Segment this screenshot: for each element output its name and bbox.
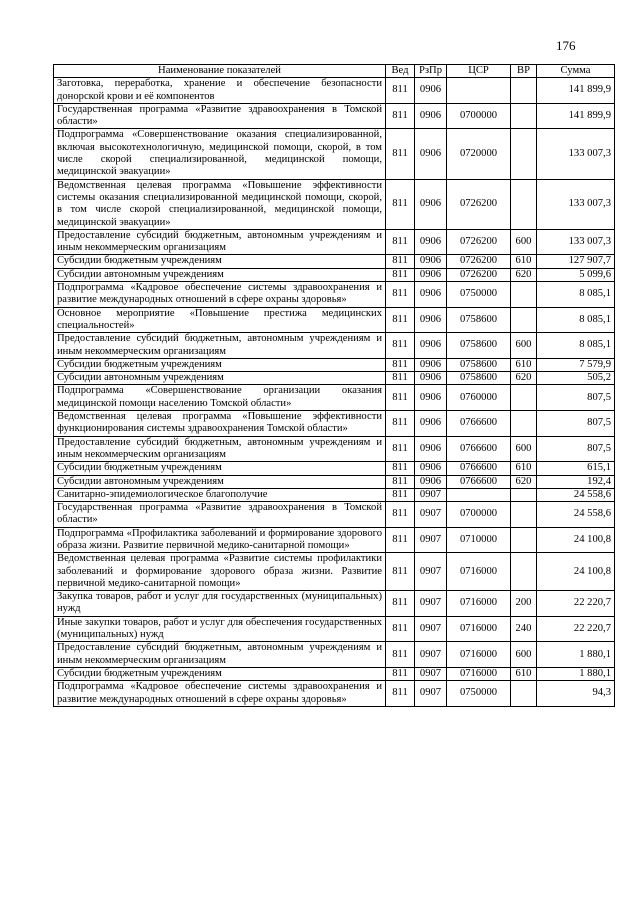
cell-vr: 620 [511,475,537,488]
cell-vr [511,385,537,411]
cell-name: Ведомственная целевая программа «Повышение эффективности функционирования системы здравоохранения Томской области» [54,411,386,437]
table-row [54,179,615,229]
cell-vr [511,553,537,591]
header-name: Наименование показателей [54,65,386,78]
cell-vr [511,527,537,553]
cell-vr: 600 [511,642,537,668]
cell-sum: 807,5 [537,385,615,411]
cell-sum: 133 007,3 [537,179,615,229]
table-row [54,268,615,281]
cell-csr: 0758600 [447,358,511,371]
table-row [54,385,615,411]
cell-sum: 22 220,7 [537,616,615,642]
table-row [54,333,615,359]
cell-csr: 0726200 [447,255,511,268]
cell-vr: 600 [511,333,537,359]
cell-sum: 8 085,1 [537,282,615,308]
cell-vr: 610 [511,358,537,371]
table-row [54,502,615,528]
cell-csr: 0710000 [447,527,511,553]
cell-sum: 807,5 [537,411,615,437]
cell-ved: 811 [386,103,415,129]
table-row [54,282,615,308]
cell-ved: 811 [386,358,415,371]
cell-rzpr: 0907 [415,667,447,680]
cell-rzpr: 0906 [415,229,447,255]
cell-sum: 192,4 [537,475,615,488]
cell-rzpr: 0906 [415,255,447,268]
cell-csr: 0766600 [447,475,511,488]
cell-ved: 811 [386,411,415,437]
table-row [54,358,615,371]
cell-ved: 811 [386,527,415,553]
header-csr: ЦСР [447,65,511,78]
cell-csr: 0766600 [447,436,511,462]
cell-sum: 127 907,7 [537,255,615,268]
cell-csr: 0758600 [447,333,511,359]
cell-ved: 811 [386,179,415,229]
cell-rzpr: 0906 [415,372,447,385]
cell-vr: 240 [511,616,537,642]
cell-vr [511,488,537,501]
cell-csr: 0720000 [447,129,511,179]
table-row [54,553,615,591]
cell-name: Подпрограмма «Кадровое обеспечение системы здравоохранения и развитие международных отношений в сфере охраны здоровья» [54,282,386,308]
cell-vr: 610 [511,667,537,680]
cell-name: Подпрограмма «Профилактика заболеваний и формирование здорового образа жизни. Развитие первичной медико-санитарной помощи» [54,527,386,553]
cell-ved: 811 [386,372,415,385]
cell-ved: 811 [386,268,415,281]
cell-ved: 811 [386,488,415,501]
cell-name: Субсидии бюджетным учреждениям [54,255,386,268]
cell-sum: 22 220,7 [537,591,615,617]
cell-sum: 133 007,3 [537,129,615,179]
cell-csr: 0758600 [447,372,511,385]
cell-rzpr: 0906 [415,333,447,359]
cell-name: Заготовка, переработка, хранение и обеспечение безопасности донорской крови и её компонентов [54,78,386,104]
cell-ved: 811 [386,129,415,179]
cell-rzpr: 0907 [415,642,447,668]
cell-csr: 0726200 [447,229,511,255]
cell-vr: 610 [511,462,537,475]
cell-rzpr: 0906 [415,475,447,488]
cell-csr: 0766600 [447,462,511,475]
cell-ved: 811 [386,616,415,642]
cell-sum: 94,3 [537,681,615,707]
cell-name: Санитарно-эпидемиологическое благополучие [54,488,386,501]
cell-name: Подпрограмма «Кадровое обеспечение системы здравоохранения и развитие международных отношений в сфере охраны здоровья» [54,681,386,707]
header-sum: Сумма [537,65,615,78]
cell-name: Основное мероприятие «Повышение престижа медицинских специальностей» [54,307,386,333]
header-ved: Вед [386,65,415,78]
cell-ved: 811 [386,462,415,475]
cell-rzpr: 0906 [415,436,447,462]
cell-sum: 24 100,8 [537,527,615,553]
cell-csr: 0750000 [447,282,511,308]
cell-vr [511,681,537,707]
cell-vr [511,307,537,333]
cell-sum: 8 085,1 [537,307,615,333]
cell-ved: 811 [386,591,415,617]
cell-sum: 24 558,6 [537,488,615,501]
cell-name: Субсидии автономным учреждениям [54,475,386,488]
cell-name: Иные закупки товаров, работ и услуг для обеспечения государственных (муниципальных) нужд [54,616,386,642]
cell-sum: 8 085,1 [537,333,615,359]
cell-csr: 0726200 [447,268,511,281]
cell-vr: 600 [511,229,537,255]
cell-vr: 610 [511,255,537,268]
cell-rzpr: 0906 [415,282,447,308]
cell-csr: 0700000 [447,502,511,528]
cell-rzpr: 0906 [415,103,447,129]
table-row [54,527,615,553]
table-row [54,667,615,680]
cell-vr [511,411,537,437]
cell-csr: 0750000 [447,681,511,707]
table-header-row [54,65,615,78]
cell-ved: 811 [386,475,415,488]
cell-ved: 811 [386,667,415,680]
cell-name: Предоставление субсидий бюджетным, автономным учреждениям и иным некоммерческим организациям [54,642,386,668]
cell-rzpr: 0907 [415,553,447,591]
header-vr: ВР [511,65,537,78]
cell-rzpr: 0906 [415,462,447,475]
cell-rzpr: 0907 [415,681,447,707]
cell-rzpr: 0907 [415,616,447,642]
cell-csr: 0716000 [447,616,511,642]
table-row [54,103,615,129]
cell-ved: 811 [386,307,415,333]
cell-sum: 141 899,9 [537,103,615,129]
cell-csr [447,78,511,104]
cell-rzpr: 0906 [415,179,447,229]
cell-csr: 0766600 [447,411,511,437]
cell-rzpr: 0906 [415,411,447,437]
cell-sum: 141 899,9 [537,78,615,104]
cell-sum: 615,1 [537,462,615,475]
cell-csr [447,488,511,501]
cell-vr [511,282,537,308]
cell-ved: 811 [386,229,415,255]
table-row [54,307,615,333]
cell-name: Государственная программа «Развитие здравоохранения в Томской области» [54,502,386,528]
cell-name: Субсидии бюджетным учреждениям [54,667,386,680]
table-row [54,372,615,385]
table-row [54,681,615,707]
cell-sum: 505,2 [537,372,615,385]
cell-vr: 620 [511,372,537,385]
cell-sum: 5 099,6 [537,268,615,281]
cell-sum: 807,5 [537,436,615,462]
cell-name: Ведомственная целевая программа «Развитие системы профилактики заболеваний и формирование здорового образа жизни. Развитие первичной медико-санитарной помощи» [54,553,386,591]
cell-vr [511,78,537,104]
table-row [54,255,615,268]
table-row [54,229,615,255]
cell-name: Субсидии бюджетным учреждениям [54,358,386,371]
cell-sum: 133 007,3 [537,229,615,255]
cell-vr [511,179,537,229]
budget-table [53,64,615,707]
cell-csr: 0726200 [447,179,511,229]
cell-rzpr: 0906 [415,385,447,411]
cell-vr: 620 [511,268,537,281]
cell-sum: 7 579,9 [537,358,615,371]
cell-name: Предоставление субсидий бюджетным, автономным учреждениям и иным некоммерческим организациям [54,333,386,359]
table-row [54,78,615,104]
cell-csr: 0700000 [447,103,511,129]
table-row [54,591,615,617]
cell-csr: 0760000 [447,385,511,411]
cell-ved: 811 [386,436,415,462]
cell-ved: 811 [386,385,415,411]
cell-ved: 811 [386,255,415,268]
cell-vr [511,502,537,528]
cell-name: Предоставление субсидий бюджетным, автономным учреждениям и иным некоммерческим организациям [54,436,386,462]
cell-vr [511,129,537,179]
cell-sum: 24 558,6 [537,502,615,528]
cell-csr: 0758600 [447,307,511,333]
cell-ved: 811 [386,78,415,104]
cell-csr: 0716000 [447,591,511,617]
cell-rzpr: 0906 [415,78,447,104]
cell-ved: 811 [386,282,415,308]
cell-name: Подпрограмма «Совершенствование оказания специализированной, включая высокотехнологичную, медицинской помощи, скорой, в том числе скорой специализированной, медицинской помощи, медицинской эвакуации» [54,129,386,179]
cell-rzpr: 0907 [415,502,447,528]
cell-name: Субсидии бюджетным учреждениям [54,462,386,475]
cell-name: Субсидии автономным учреждениям [54,372,386,385]
cell-vr [511,103,537,129]
cell-rzpr: 0906 [415,268,447,281]
table-row [54,475,615,488]
cell-csr: 0716000 [447,553,511,591]
cell-name: Субсидии автономным учреждениям [54,268,386,281]
cell-rzpr: 0907 [415,527,447,553]
cell-rzpr: 0906 [415,307,447,333]
cell-ved: 811 [386,502,415,528]
cell-ved: 811 [386,333,415,359]
cell-rzpr: 0906 [415,129,447,179]
table-row [54,436,615,462]
cell-sum: 24 100,8 [537,553,615,591]
cell-rzpr: 0907 [415,591,447,617]
cell-csr: 0716000 [447,667,511,680]
cell-ved: 811 [386,553,415,591]
cell-rzpr: 0907 [415,488,447,501]
cell-vr: 200 [511,591,537,617]
table-row [54,411,615,437]
table-row [54,129,615,179]
table-row [54,642,615,668]
cell-vr: 600 [511,436,537,462]
cell-name: Закупка товаров, работ и услуг для государственных (муниципальных) нужд [54,591,386,617]
cell-rzpr: 0906 [415,358,447,371]
cell-ved: 811 [386,681,415,707]
table-row [54,488,615,501]
cell-csr: 0716000 [447,642,511,668]
cell-name: Ведомственная целевая программа «Повышение эффективности системы оказания специализированной медицинской помощи, скорой, в том числе скорой специализированной, медицинской помощи, медицинской эвакуации» [54,179,386,229]
page-number: 176 [556,38,576,53]
cell-sum: 1 880,1 [537,642,615,668]
cell-name: Предоставление субсидий бюджетным, автономным учреждениям и иным некоммерческим организациям [54,229,386,255]
cell-name: Подпрограмма «Совершенствование организации оказания медицинской помощи населению Томской области» [54,385,386,411]
table-row [54,462,615,475]
table-row [54,616,615,642]
cell-sum: 1 880,1 [537,667,615,680]
cell-ved: 811 [386,642,415,668]
cell-name: Государственная программа «Развитие здравоохранения в Томской области» [54,103,386,129]
header-rzpr: РзПр [415,65,447,78]
